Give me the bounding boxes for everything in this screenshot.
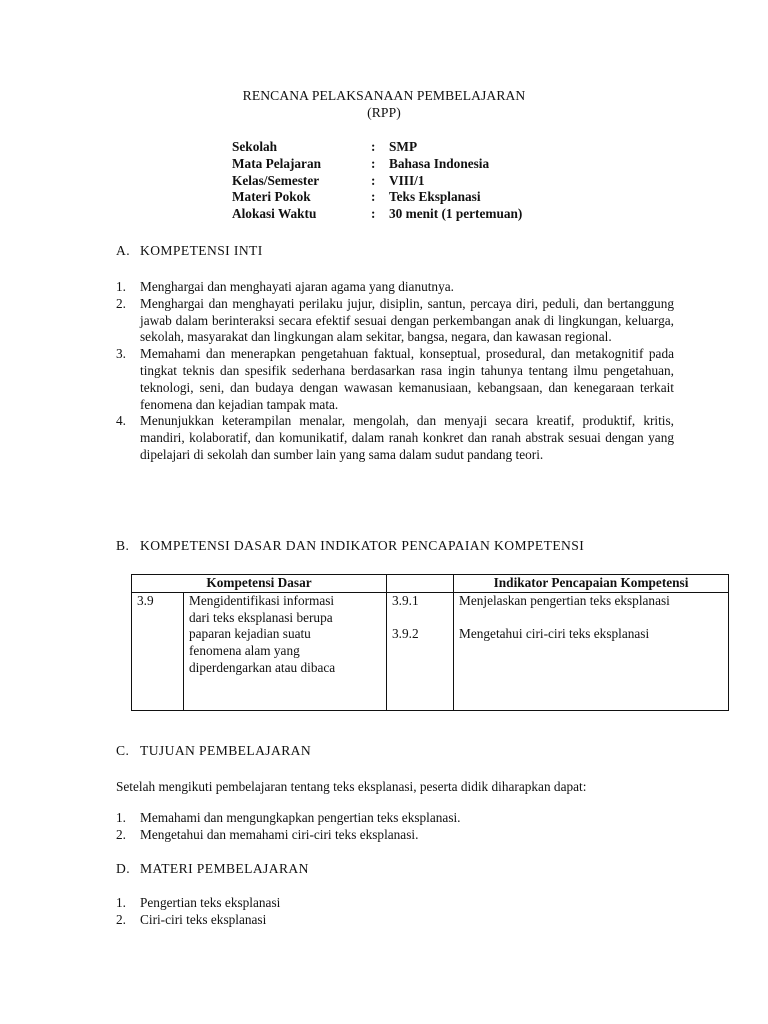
identity-value: Bahasa Indonesia bbox=[389, 155, 490, 171]
list-number: 3. bbox=[116, 346, 126, 362]
kd-line: dari teks eksplanasi berupa bbox=[189, 609, 333, 625]
section-title: MATERI PEMBELAJARAN bbox=[140, 861, 309, 876]
materi-list bbox=[116, 895, 674, 929]
list-item bbox=[116, 912, 674, 929]
kd-line: paparan kejadian suatu bbox=[189, 626, 311, 642]
identity-colon: : bbox=[371, 206, 376, 222]
list-item-text: Menghargai dan menghayati perilaku jujur, disiplin, santun, percaya diri, peduli, dan bertanggung jawab dalam berinteraksi secara efektif sesuai dengan perkembangan anak di lingkungan, keluarga, sekolah, masyarakat dan lingkungan alam sekitar, bangsa, negara, dan kawasan regional. bbox=[140, 295, 674, 345]
identity-label: Sekolah bbox=[232, 139, 278, 154]
kd-line: fenomena alam yang bbox=[189, 643, 300, 659]
identity-label: Alokasi Waktu bbox=[232, 206, 317, 222]
list-number: 1. bbox=[116, 279, 126, 294]
identity-label: Kelas/Semester bbox=[232, 172, 320, 188]
list-item-text: Mengetahui dan memahami ciri-ciri teks eksplanasi. bbox=[140, 826, 419, 842]
list-item-text: Ciri-ciri teks eksplanasi bbox=[140, 911, 267, 927]
identity-row-materi-pokok bbox=[232, 189, 522, 206]
tujuan-list bbox=[116, 810, 674, 844]
document-subtitle: (RPP) bbox=[367, 105, 401, 120]
list-item-text: Menghargai dan menghayati ajaran agama yang dianutnya. bbox=[140, 279, 454, 294]
identity-colon: : bbox=[371, 155, 376, 171]
list-item-text: Memahami dan mengungkapkan pengertian teks eksplanasi. bbox=[140, 810, 461, 825]
header-kompetensi-dasar: Kompetensi Dasar bbox=[132, 575, 387, 593]
list-number: 1. bbox=[116, 810, 126, 825]
document-title: RENCANA PELAKSANAAN PEMBELAJARAN bbox=[242, 88, 526, 103]
section-letter: A. bbox=[116, 243, 131, 258]
table-row bbox=[132, 592, 729, 710]
kd-line: diperdengarkan atau dibaca bbox=[189, 659, 336, 675]
identity-block bbox=[232, 139, 522, 223]
indicator-descriptions bbox=[454, 592, 729, 710]
section-c-heading bbox=[116, 743, 311, 760]
identity-value: Teks Eksplanasi bbox=[389, 189, 481, 205]
identity-row-alokasi-waktu bbox=[232, 206, 522, 223]
list-number: 4. bbox=[116, 413, 126, 429]
identity-colon: : bbox=[371, 139, 376, 154]
indicator-number: 3.9.1 bbox=[392, 592, 419, 608]
list-number: 2. bbox=[116, 826, 126, 842]
section-a-heading bbox=[116, 243, 263, 260]
tujuan-intro: Setelah mengikuti pembelajaran tentang teks eksplanasi, peserta didik diharapkan dapat: bbox=[116, 779, 587, 794]
identity-value: VIII/1 bbox=[389, 172, 425, 188]
kd-description bbox=[184, 592, 387, 710]
section-b-heading bbox=[116, 538, 584, 555]
identity-row-mata-pelajaran bbox=[232, 156, 522, 173]
header-indikator: Indikator Pencapaian Kompetensi bbox=[454, 575, 729, 593]
section-title: KOMPETENSI DASAR DAN INDIKATOR PENCAPAIAN KOMPETENSI bbox=[140, 538, 585, 553]
list-item bbox=[116, 296, 674, 346]
section-title: TUJUAN PEMBELAJARAN bbox=[140, 743, 312, 758]
section-letter: C. bbox=[116, 743, 130, 758]
list-item-text: Menunjukkan keterampilan menalar, mengolah, dan menyaji secara kreatif, produktif, kritis, mandiri, kolaboratif, dan komunikatif, dalam ranah konkret dan ranah abstrak sesuai dengan yang dipelajari di sekolah dan sumber lain yang sama dalam sudut pandang teori. bbox=[140, 413, 674, 462]
list-number: 2. bbox=[116, 911, 126, 927]
kd-line: Mengidentifikasi informasi bbox=[189, 592, 335, 608]
section-letter: B. bbox=[116, 538, 130, 553]
list-item-text: Pengertian teks eksplanasi bbox=[140, 895, 281, 910]
indicator-numbers bbox=[387, 592, 454, 710]
indicator-text: Menjelaskan pengertian teks eksplanasi bbox=[459, 592, 670, 608]
kompetensi-inti-list bbox=[116, 279, 674, 464]
kd-number: 3.9 bbox=[132, 592, 184, 710]
identity-value: 30 menit (1 pertemuan) bbox=[389, 206, 523, 222]
list-item bbox=[116, 279, 674, 296]
list-number: 2. bbox=[116, 295, 126, 311]
section-title: KOMPETENSI INTI bbox=[140, 243, 263, 258]
indicator-number: 3.9.2 bbox=[392, 626, 419, 642]
identity-row-kelas-semester bbox=[232, 173, 522, 190]
identity-label: Mata Pelajaran bbox=[232, 155, 321, 171]
list-item bbox=[116, 895, 674, 912]
identity-value: SMP bbox=[389, 139, 418, 154]
section-letter: D. bbox=[116, 861, 131, 876]
section-d-heading bbox=[116, 861, 309, 878]
identity-row-sekolah bbox=[232, 139, 522, 156]
list-item bbox=[116, 810, 674, 827]
identity-colon: : bbox=[371, 172, 376, 188]
list-item bbox=[116, 827, 674, 844]
table-header-row bbox=[132, 575, 729, 593]
list-item bbox=[116, 413, 674, 463]
list-number: 1. bbox=[116, 895, 126, 910]
list-item bbox=[116, 346, 674, 413]
identity-label: Materi Pokok bbox=[232, 189, 311, 205]
competency-table bbox=[131, 574, 729, 711]
list-item-text: Memahami dan menerapkan pengetahuan faktual, konseptual, prosedural, dan metakognitif pada tingkat teknis dan spesifik sederhana berdasarkan rasa ingin tahunya tentang ilmu pengetahuan, teknologi, seni, dan budaya dengan wawasan kemanusiaan, kebangsaan, dan kenegaraan terkait fenomena dan kejadian tampak mata. bbox=[140, 346, 674, 412]
header-empty bbox=[387, 575, 454, 593]
identity-colon: : bbox=[371, 189, 376, 205]
indicator-text: Mengetahui ciri-ciri teks eksplanasi bbox=[459, 626, 650, 642]
